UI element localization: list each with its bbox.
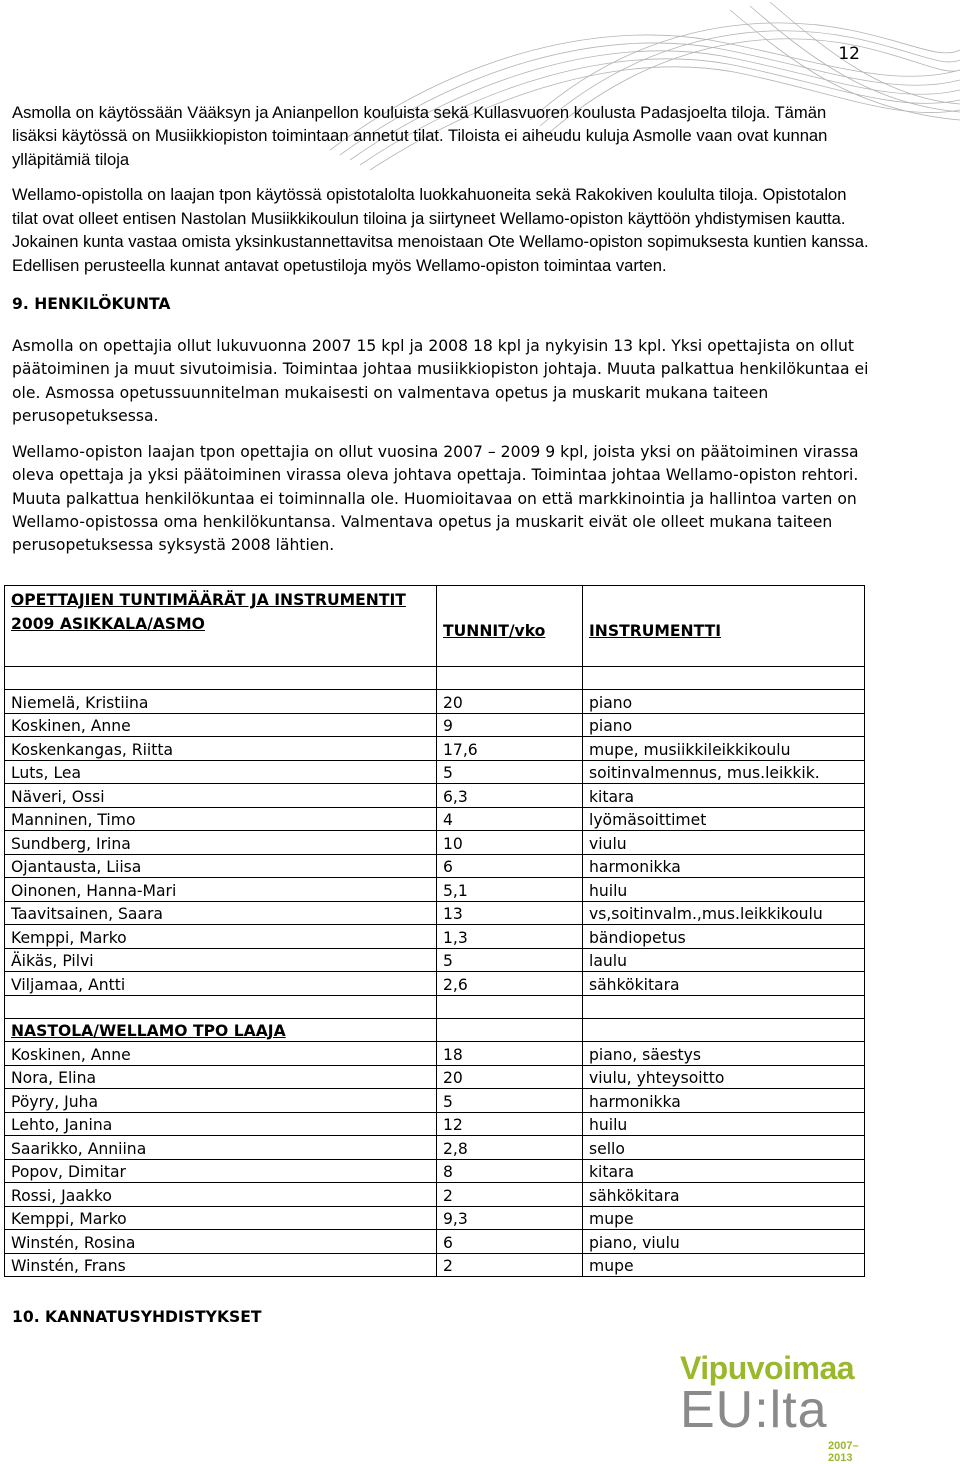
instrument-cell: piano: [583, 713, 865, 737]
instrument-cell: mupe, musiikkileikkikoulu: [583, 737, 865, 761]
instrument-cell: sello: [583, 1136, 865, 1160]
teacher-name-cell: Koskenkangas, Riitta: [5, 737, 437, 761]
table-row: [5, 854, 865, 878]
hours-cell: 17,6: [437, 737, 583, 761]
instrument-cell: lyömäsoittimet: [583, 807, 865, 831]
table-row: [5, 784, 865, 808]
teacher-name-cell: Ojantausta, Liisa: [5, 854, 437, 878]
teacher-name-cell: Pöyry, Juha: [5, 1089, 437, 1113]
hours-cell: 8: [437, 1159, 583, 1183]
instrument-cell: harmonikka: [583, 854, 865, 878]
teacher-name-cell: Manninen, Timo: [5, 807, 437, 831]
vipuvoimaa-eu-logo: [680, 1350, 880, 1464]
table-row: [5, 1183, 865, 1207]
instrument-cell: kitara: [583, 1159, 865, 1183]
teacher-name-cell: Winstén, Frans: [5, 1253, 437, 1277]
logo-line-1: Vipuvoimaa: [680, 1350, 855, 1386]
table-row: [5, 737, 865, 761]
table-row: [5, 1042, 865, 1066]
table-header-row: [5, 586, 865, 667]
hours-cell: 20: [437, 1065, 583, 1089]
instrument-cell: huilu: [583, 1112, 865, 1136]
hours-cell: 5: [437, 1089, 583, 1113]
hours-cell: 2,6: [437, 972, 583, 996]
teacher-name-cell: Lehto, Janina: [5, 1112, 437, 1136]
hours-cell: 5,1: [437, 878, 583, 902]
section-heading-10: 10. KANNATUSYHDISTYKSET: [12, 1308, 262, 1326]
instrument-cell: vs,soitinvalm.,mus.leikkikoulu: [583, 901, 865, 925]
hours-cell: 10: [437, 831, 583, 855]
instrument-cell: viulu: [583, 831, 865, 855]
instrument-cell: sähkökitara: [583, 972, 865, 996]
teacher-name-cell: Winstén, Rosina: [5, 1230, 437, 1254]
hours-cell: 6,3: [437, 784, 583, 808]
instrument-cell: piano, viulu: [583, 1230, 865, 1254]
instrument-cell: mupe: [583, 1253, 865, 1277]
hours-cell: 6: [437, 1230, 583, 1254]
teacher-name-cell: Nora, Elina: [5, 1065, 437, 1089]
teacher-name-cell: Koskinen, Anne: [5, 1042, 437, 1066]
hours-cell: 2: [437, 1253, 583, 1277]
table-row: [5, 948, 865, 972]
teacher-name-cell: Kemppi, Marko: [5, 1206, 437, 1230]
header-teachers-asikkala: OPETTAJIEN TUNTIMÄÄRÄT JA INSTRUMENTIT 2009 ASIKKALA/ASMO: [5, 586, 437, 667]
table-row: [5, 760, 865, 784]
table-row: [5, 831, 865, 855]
teacher-name-cell: Sundberg, Irina: [5, 831, 437, 855]
hours-cell: 4: [437, 807, 583, 831]
teacher-name-cell: Popov, Dimitar: [5, 1159, 437, 1183]
teacher-name-cell: Äikäs, Pilvi: [5, 948, 437, 972]
instrument-cell: soitinvalmennus, mus.leikkik.: [583, 760, 865, 784]
hours-cell: 5: [437, 948, 583, 972]
teacher-name-cell: Kemppi, Marko: [5, 925, 437, 949]
teacher-name-cell: Koskinen, Anne: [5, 713, 437, 737]
instrument-cell: viulu, yhteysoitto: [583, 1065, 865, 1089]
instrument-cell: harmonikka: [583, 1089, 865, 1113]
header-instrument: INSTRUMENTTI: [583, 586, 865, 667]
table-row: [5, 713, 865, 737]
table-row: [5, 1112, 865, 1136]
table-row: [5, 972, 865, 996]
table-row: [5, 1253, 865, 1277]
table-row: [5, 925, 865, 949]
hours-cell: 12: [437, 1112, 583, 1136]
teacher-name-cell: Saarikko, Anniina: [5, 1136, 437, 1160]
section-heading-9: 9. HENKILÖKUNTA: [12, 295, 171, 313]
teacher-hours-table: [4, 585, 865, 1277]
teacher-name-cell: Viljamaa, Antti: [5, 972, 437, 996]
table-row: [5, 1159, 865, 1183]
nastola-section-heading: NASTOLA/WELLAMO TPO LAAJA: [5, 1018, 437, 1042]
table-row: [5, 1230, 865, 1254]
table-row: [5, 1089, 865, 1113]
logo-line-2: EU:lta: [680, 1381, 828, 1439]
hours-cell: 13: [437, 901, 583, 925]
hours-cell: 2: [437, 1183, 583, 1207]
paragraph-premises-asmo: Asmolla on käytössään Vääksyn ja Anianpellon kouluista sekä Kullasvuoren koulusta Padasjoelta tiloja. Tämän lisäksi käytössä on Musiikkiopiston toimintaan annetut tilat. Tiloista ei aiheudu kuluja Asmolle vaan ovat kunnan ylläpitämiä tiloja: [12, 103, 828, 169]
header-hours-per-week: TUNNIT/vko: [437, 586, 583, 667]
paragraph-staff-asmo: Asmolla on opettajia ollut lukuvuonna 2007 15 kpl ja 2008 18 kpl ja nykyisin 13 kpl. Yksi opettajista on ollut päätoiminen ja muut sivutoimisia. Toimintaa johtaa musiikkiopiston johtaja. Muuta palkattua henkilökuntaa ei ole. Asmossa opetussuunnitelman mukaisesti on valmentava opetus ja muskarit mukana taiteen perusopetuksessa.: [12, 337, 869, 425]
table-spacer-row: [5, 995, 865, 1018]
hours-cell: 20: [437, 690, 583, 714]
table-spacer-row: [5, 667, 865, 690]
hours-cell: 5: [437, 760, 583, 784]
teacher-name-cell: Niemelä, Kristiina: [5, 690, 437, 714]
table-row: [5, 901, 865, 925]
instrument-cell: sähkökitara: [583, 1183, 865, 1207]
page-number: 12: [838, 44, 860, 64]
instrument-cell: bändiopetus: [583, 925, 865, 949]
table-row: [5, 1136, 865, 1160]
table-row: [5, 807, 865, 831]
teacher-name-cell: Rossi, Jaakko: [5, 1183, 437, 1207]
table-section-row: [5, 1018, 865, 1042]
hours-cell: 1,3: [437, 925, 583, 949]
instrument-cell: kitara: [583, 784, 865, 808]
hours-cell: 18: [437, 1042, 583, 1066]
instrument-cell: piano: [583, 690, 865, 714]
teacher-name-cell: Oinonen, Hanna-Mari: [5, 878, 437, 902]
instrument-cell: laulu: [583, 948, 865, 972]
hours-cell: 6: [437, 854, 583, 878]
instrument-cell: huilu: [583, 878, 865, 902]
table-row: [5, 1065, 865, 1089]
paragraph-premises-wellamo: Wellamo-opistolla on laajan tpon käytössä opistotalolta luokkahuoneita sekä Rakokiven koululta tiloja. Opistotalon tilat ovat olleet entisen Nastolan Musiikkikoulun tiloina ja siirtyneet Wellamo-opiston käyttöön yhdistymisen kautta. Jokainen kunta vastaa omista yksinkustannettavitsa menoistaan Ote Wellamo-opiston sopimuksesta kuntien kanssa. Edellisen perusteella kunnat antavat opetustiloja myös Wellamo-opiston toimintaa varten.: [12, 185, 869, 275]
teacher-name-cell: Näveri, Ossi: [5, 784, 437, 808]
teacher-name-cell: Taavitsainen, Saara: [5, 901, 437, 925]
instrument-cell: mupe: [583, 1206, 865, 1230]
table-row: [5, 878, 865, 902]
table-row: [5, 690, 865, 714]
table-row: [5, 1206, 865, 1230]
logo-line-3: 2007–2013: [828, 1440, 859, 1464]
paragraph-staff-wellamo: Wellamo-opiston laajan tpon opettajia on ollut vuosina 2007 – 2009 9 kpl, joista yksi on päätoiminen virassa oleva opettaja ja yksi päätoiminen virassa oleva johtava opettaja. Toimintaa johtaa Wellamo-opiston rehtori. Muuta palkattua henkilökuntaa ei toiminnalla ole. Huomioitavaa on että markkinointia ja hallintoa varten on Wellamo-opistossa oma henkilökuntansa. Valmentava opetus ja muskarit eivät ole olleet mukana taiteen perusopetuksessa syksystä 2008 lähtien.: [12, 443, 859, 555]
hours-cell: 9,3: [437, 1206, 583, 1230]
instrument-cell: piano, säestys: [583, 1042, 865, 1066]
teacher-name-cell: Luts, Lea: [5, 760, 437, 784]
hours-cell: 2,8: [437, 1136, 583, 1160]
hours-cell: 9: [437, 713, 583, 737]
